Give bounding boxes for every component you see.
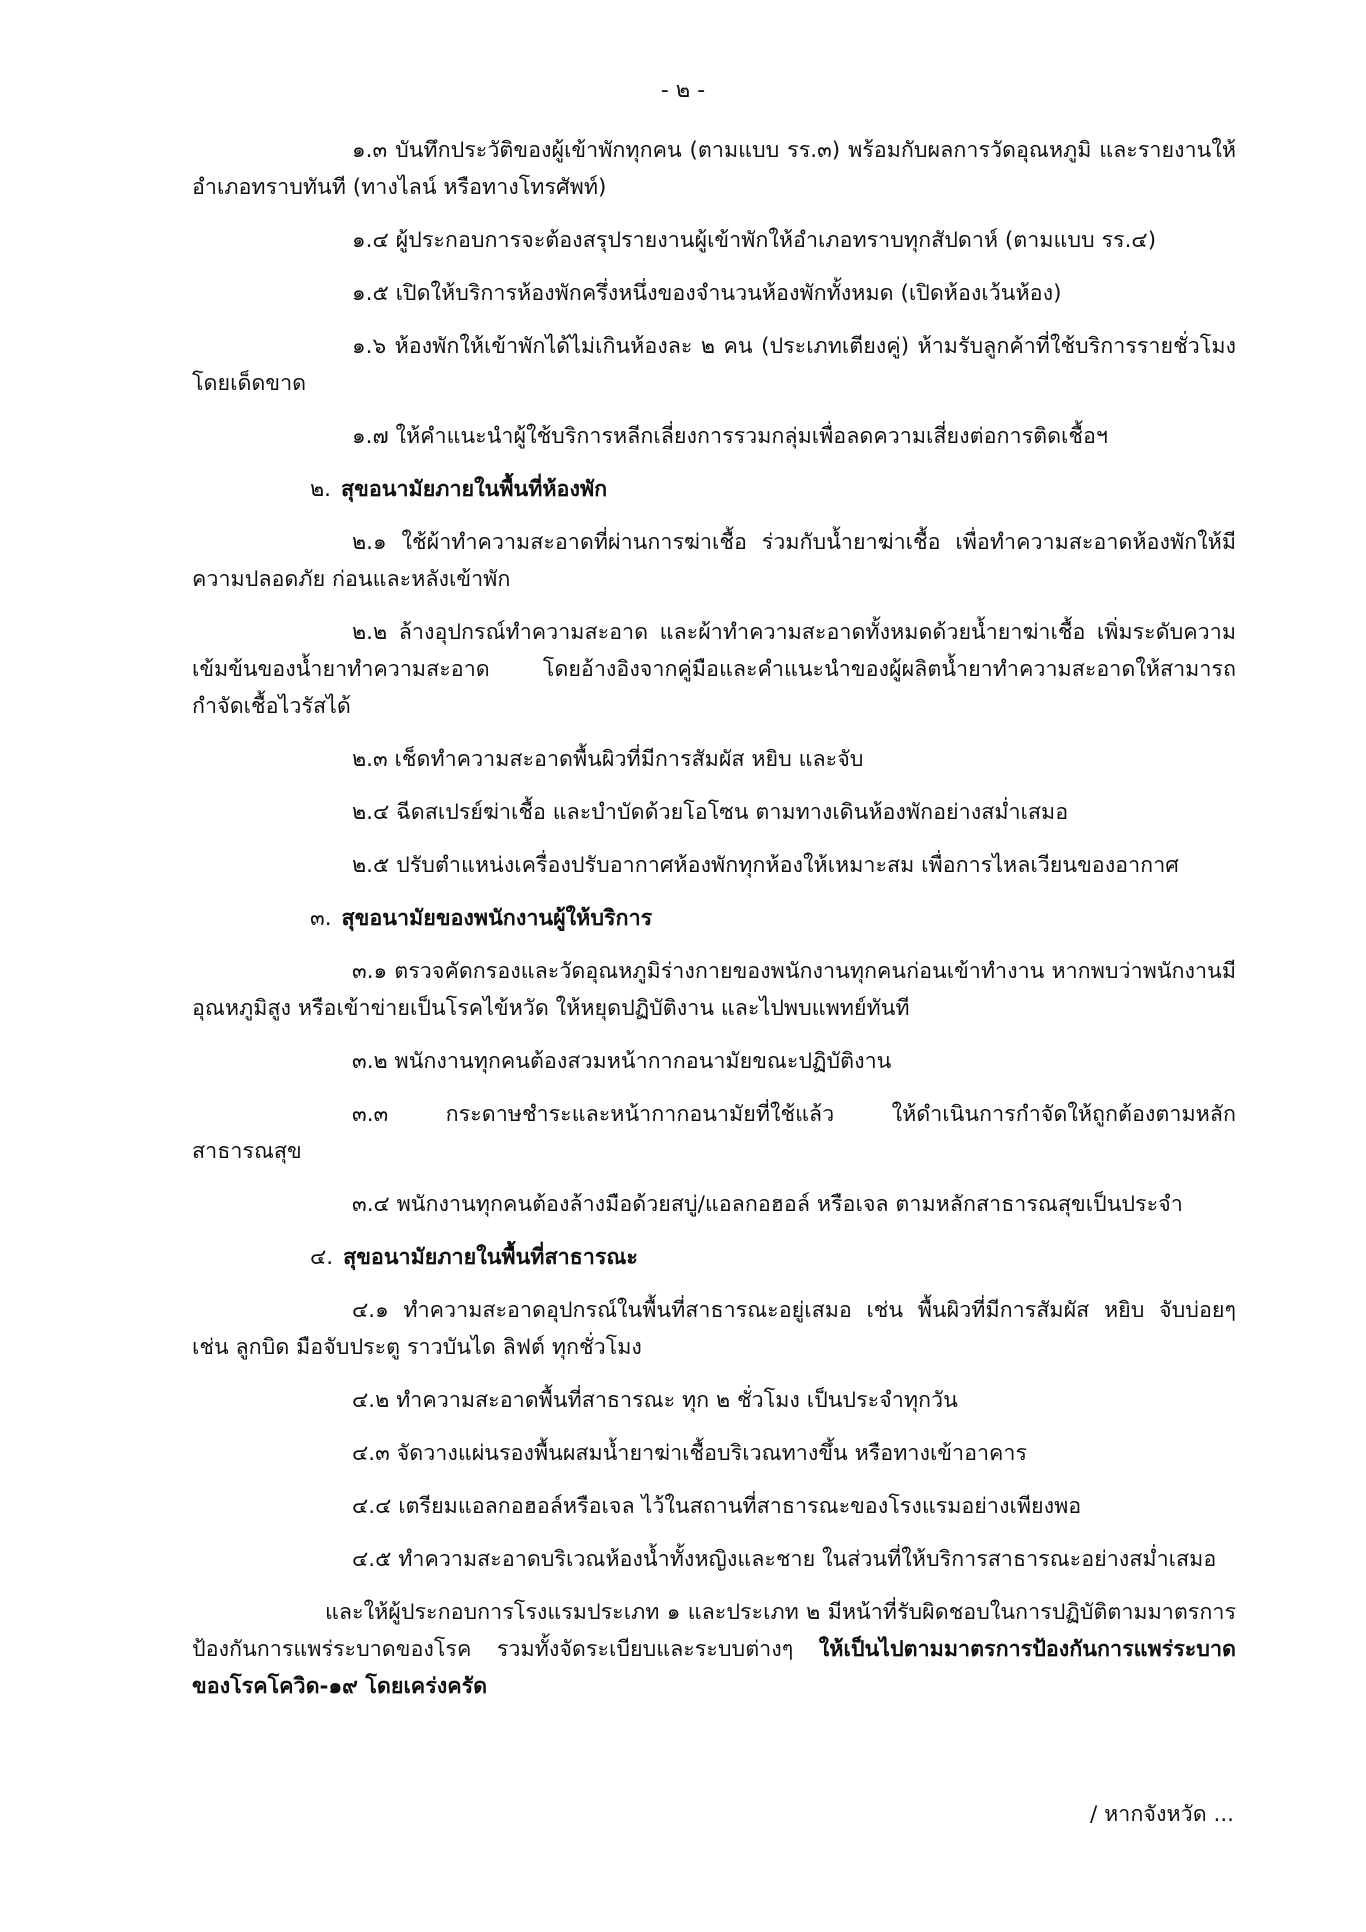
item-4-1: ๔.๑ ทำความสะอาดอุปกรณ์ในพื้นที่สาธารณะอยู่เสมอ เช่น พื้นผิวที่มีการสัมผัส หยิบ จับบ่อยๆ เช่น ลูกบิด มือจับประตู ราวบันได ลิฟต์ ทุกชั่วโมง: [192, 1298, 1236, 1360]
item-3-2: ๓.๒ พนักงานทุกคนต้องสวมหน้ากากอนามัยขณะปฏิบัติงาน: [352, 1049, 892, 1074]
section-number: ๓.: [310, 906, 332, 931]
closing-paragraph: [192, 1594, 1236, 1705]
section-number: ๒.: [310, 477, 332, 502]
item-3-1: ๓.๑ ตรวจคัดกรองและวัดอุณหภูมิร่างกายของพนักงานทุกคนก่อนเข้าทำงาน หากพบว่าพนักงานมีอุณหภูมิสูง หรือเข้าข่ายเป็นโรคไข้หวัด ให้หยุดปฏิบัติงาน และไปพบแพทย์ทันที: [192, 959, 1236, 1021]
section-title: สุขอนามัยของพนักงานผู้ให้บริการ: [341, 906, 653, 931]
continuation-note: / หากจังหวัด ...: [1090, 1802, 1234, 1827]
closing-text: และให้ผู้ประกอบการโรงแรมประเภท ๑ และประเภท ๒ มีหน้าที่รับผิดชอบในการปฏิบัติตามมาตรการป้องกันการแพร่ระบาดของโรค รวมทั้งจัดระเบียบและระบบต่างๆ: [192, 1600, 1236, 1662]
section-number: ๔.: [310, 1245, 334, 1270]
item-4-3: ๔.๓ จัดวางแผ่นรองพื้นผสมน้ำยาฆ่าเชื้อบริเวณทางขึ้น หรือทางเข้าอาคาร: [352, 1441, 1028, 1466]
page-number: - ๒ -: [660, 78, 706, 103]
item-4-2: ๔.๒ ทำความสะอาดพื้นที่สาธารณะ ทุก ๒ ชั่วโมง เป็นประจำทุกวัน: [352, 1388, 958, 1413]
section-title: สุขอนามัยภายในพื้นที่ห้องพัก: [341, 477, 608, 502]
document-body: [192, 132, 1236, 1705]
item-1-5: ๑.๕ เปิดให้บริการห้องพักครึ่งหนึ่งของจำนวนห้องพักทั้งหมด (เปิดห้องเว้นห้อง): [352, 281, 1062, 306]
item-1-3: ๑.๓ บันทึกประวัติของผู้เข้าพักทุกคน (ตามแบบ รร.๓) พร้อมกับผลการวัดอุณหภูมิ และรายงานให้อำเภอทราบทันที (ทางไลน์ หรือทางโทรศัพท์): [192, 138, 1236, 200]
item-1-4: ๑.๔ ผู้ประกอบการจะต้องสรุปรายงานผู้เข้าพักให้อำเภอทราบทุกสัปดาห์ (ตามแบบ รร.๔): [352, 228, 1157, 253]
item-4-4: ๔.๔ เตรียมแอลกอฮอล์หรือเจล ไว้ในสถานที่สาธารณะของโรงแรมอย่างเพียงพอ: [352, 1494, 1082, 1519]
item-2-5: ๒.๕ ปรับตำแหน่งเครื่องปรับอากาศห้องพักทุกห้องให้เหมาะสม เพื่อการไหลเวียนของอากาศ: [352, 853, 1179, 878]
item-3-4: ๓.๔ พนักงานทุกคนต้องล้างมือด้วยสบู่/แอลกอฮอล์ หรือเจล ตามหลักสาธารณสุขเป็นประจำ: [352, 1192, 1183, 1217]
item-2-1: ๒.๑ ใช้ผ้าทำความสะอาดที่ผ่านการฆ่าเชื้อ ร่วมกับน้ำยาฆ่าเชื้อ เพื่อทำความสะอาดห้องพักให้มีความปลอดภัย ก่อนและหลังเข้าพัก: [192, 530, 1236, 592]
item-2-2: ๒.๒ ล้างอุปกรณ์ทำความสะอาด และผ้าทำความสะอาดทั้งหมดด้วยน้ำยาฆ่าเชื้อ เพิ่มระดับความเข้มข้นของน้ำยาทำความสะอาด โดยอ้างอิงจากคู่มือและคำแนะนำของผู้ผลิตน้ำยาทำความสะอาดให้สามารถกำจัดเชื้อไวรัสได้: [192, 620, 1236, 719]
item-2-4: ๒.๔ ฉีดสเปรย์ฆ่าเชื้อ และบำบัดด้วยโอโซน ตามทางเดินห้องพักอย่างสม่ำเสมอ: [352, 800, 1069, 825]
item-2-3: ๒.๓ เช็ดทำความสะอาดพื้นผิวที่มีการสัมผัส หยิบ และจับ: [352, 747, 864, 772]
item-1-6: ๑.๖ ห้องพักให้เข้าพักได้ไม่เกินห้องละ ๒ คน (ประเภทเตียงคู่) ห้ามรับลูกค้าที่ใช้บริการรายชั่วโมงโดยเด็ดขาด: [192, 334, 1236, 396]
section-title: สุขอนามัยภายในพื้นที่สาธารณะ: [343, 1245, 638, 1270]
section-heading-2: [192, 471, 1236, 508]
closing-emphasis: ให้เป็นไปตามมาตรการป้องกันการแพร่ระบาดของโรคโควิด-๑๙ โดยเคร่งครัด: [192, 1637, 1236, 1699]
item-1-7: ๑.๗ ให้คำแนะนำผู้ใช้บริการหลีกเลี่ยงการรวมกลุ่มเพื่อลดความเสี่ยงต่อการติดเชื้อฯ: [352, 424, 1108, 449]
item-3-3: ๓.๓ กระดาษชำระและหน้ากากอนามัยที่ใช้แล้ว ให้ดำเนินการกำจัดให้ถูกต้องตามหลักสาธารณสุข: [192, 1102, 1236, 1164]
item-4-5: ๔.๕ ทำความสะอาดบริเวณห้องน้ำทั้งหญิงและชาย ในส่วนที่ให้บริการสาธารณะอย่างสม่ำเสมอ: [352, 1547, 1217, 1572]
section-heading-3: [192, 900, 1236, 937]
section-heading-4: [192, 1239, 1236, 1276]
